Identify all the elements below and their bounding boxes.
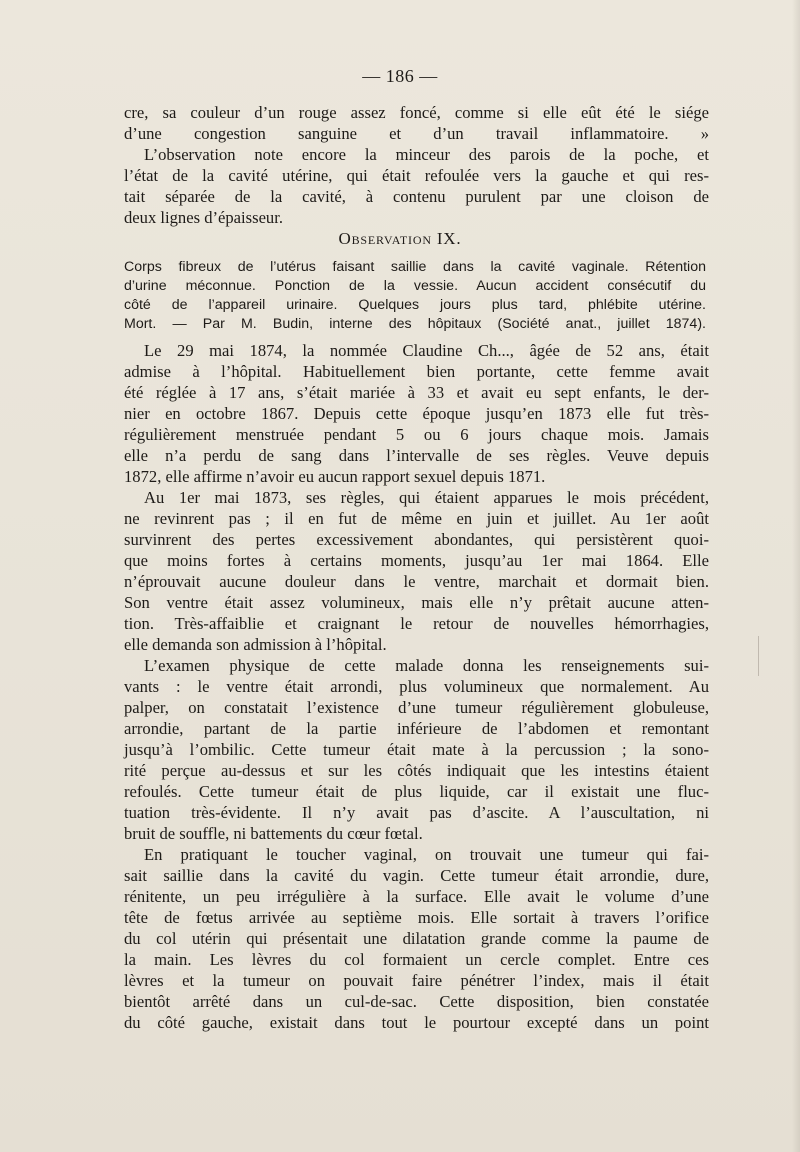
body-line: refoulés. Cette tumeur était de plus liquide, car il existait une fluc- bbox=[124, 782, 709, 801]
body-line: été réglée à 17 ans, s’était mariée à 33 et avait eu sept enfants, le der- bbox=[124, 383, 709, 402]
body-line: L’examen physique de cette malade donna les renseignements sui- bbox=[144, 656, 709, 675]
body-line: En pratiquant le toucher vaginal, on trouvait une tumeur qui fai- bbox=[144, 845, 709, 864]
body-line: que moins fortes à certains moments, jusqu’au 1er mai 1864. Elle bbox=[124, 551, 709, 570]
body-line: rité perçue au-dessus et sur les côtés indiquait que les intestins étaient bbox=[124, 761, 709, 780]
body-line: Au 1er mai 1873, ses règles, qui étaient apparues le mois précédent, bbox=[144, 488, 709, 507]
body-line: du côté gauche, existait dans tout le pourtour excepté dans un point bbox=[124, 1013, 709, 1032]
summary-line: côté de l’appareil urinaire. Quelques jours plus tard, phlébite utérine. bbox=[124, 297, 706, 313]
summary-line: Corps fibreux de l’utérus faisant saillie dans la cavité vaginale. Rétention bbox=[124, 259, 706, 275]
body-line: elle demanda son admission à l’hôpital. bbox=[124, 635, 387, 654]
body-line: admise à l’hôpital. Habituellement bien portante, cette femme avait bbox=[124, 362, 709, 381]
page-number: — 186 — bbox=[362, 66, 438, 86]
intro-line: deux lignes d’épaisseur. bbox=[124, 208, 283, 227]
body-line: nier en octobre 1867. Depuis cette époque jusqu’en 1873 elle fut très- bbox=[124, 404, 709, 423]
page-shadow-edge bbox=[792, 0, 800, 1152]
body-line: arrondie, partant de la partie inférieure de l’abdomen et remontant bbox=[124, 719, 709, 738]
body-line: palper, on constatait l’existence d’une tumeur régulièrement globuleuse, bbox=[124, 698, 709, 717]
body-line: jusqu’à l’ombilic. Cette tumeur était mate à la percussion ; la sono- bbox=[124, 740, 709, 759]
intro-line: tait séparée de la cavité, à contenu purulent par une cloison de bbox=[124, 187, 709, 206]
intro-line: cre, sa couleur d’un rouge assez foncé, comme si elle eût été le siége bbox=[124, 103, 709, 122]
body-line: tuation très-évidente. Il n’y avait pas d’ascite. A l’auscultation, ni bbox=[124, 803, 709, 822]
body-line: survinrent des pertes excessivement abondantes, qui persistèrent quoi- bbox=[124, 530, 709, 549]
body-line: bientôt arrêté dans un cul-de-sac. Cette disposition, bien constatée bbox=[124, 992, 709, 1011]
body-line: rénitente, un peu irrégulière à la surface. Elle avait le volume d’une bbox=[124, 887, 709, 906]
intro-line: l’état de la cavité utérine, qui était refoulée vers la gauche et qui res- bbox=[124, 166, 709, 185]
intro-line: d’une congestion sanguine et d’un travail inflammatoire. » bbox=[124, 124, 709, 143]
observation-title: Observation IX. bbox=[338, 229, 462, 248]
body-line: la main. Les lèvres du col formaient un cercle complet. Entre ces bbox=[124, 950, 709, 969]
summary-line: d’urine méconnue. Ponction de la vessie. Aucun accident consécutif du bbox=[124, 278, 706, 294]
body-line: du col utérin qui présentait une dilatation grande comme la paume de bbox=[124, 929, 709, 948]
body-line: ne revinrent pas ; il en fut de même en juin et juillet. Au 1er août bbox=[124, 509, 709, 528]
body-line: tête de fœtus arrivée au septième mois. Elle sortait à travers l’orifice bbox=[124, 908, 709, 927]
body-line: lèvres et la tumeur on pouvait faire pénétrer l’index, mais il était bbox=[124, 971, 709, 990]
scan-mark bbox=[758, 636, 759, 676]
body-line: tion. Très-affaiblie et craignant le retour de nouvelles hémorrhagies, bbox=[124, 614, 709, 633]
body-line: elle n’a perdu de sang dans l’intervalle de ses règles. Veuve depuis bbox=[124, 446, 709, 465]
body-line: Son ventre était assez volumineux, mais elle n’y prêtait aucune atten- bbox=[124, 593, 709, 612]
body-line: bruit de souffle, ni battements du cœur fœtal. bbox=[124, 824, 423, 843]
body-line: sait saillie dans la cavité du vagin. Cette tumeur était arrondie, dure, bbox=[124, 866, 709, 885]
body-line: Le 29 mai 1874, la nommée Claudine Ch..., âgée de 52 ans, était bbox=[144, 341, 709, 360]
body-line: vants : le ventre était arrondi, plus volumineux que normalement. Au bbox=[124, 677, 709, 696]
body-line: régulièrement menstruée pendant 5 ou 6 jours chaque mois. Jamais bbox=[124, 425, 709, 444]
body-line: n’éprouvait aucune douleur dans le ventre, marchait et dormait bien. bbox=[124, 572, 709, 591]
intro-line: L’observation note encore la minceur des parois de la poche, et bbox=[144, 145, 709, 164]
summary-line: Mort. — Par M. Budin, interne des hôpitaux (Société anat., juillet 1874). bbox=[124, 316, 706, 332]
body-line: 1872, elle affirme n’avoir eu aucun rapport sexuel depuis 1871. bbox=[124, 467, 546, 486]
